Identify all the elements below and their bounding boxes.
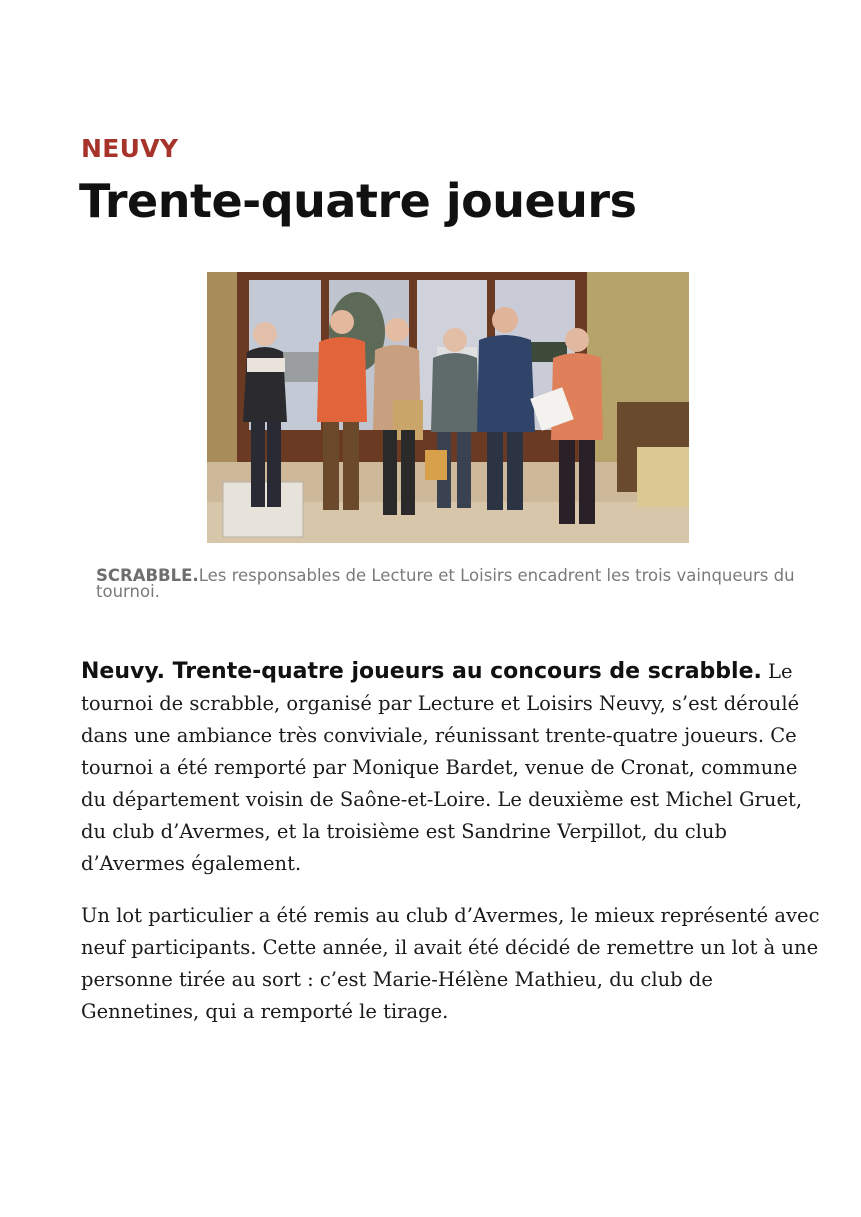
section-label: NEUVY xyxy=(81,134,179,163)
paragraph-1-text: Le tournoi de scrabble, organisé par Lecture et Loisirs Neuvy, s’est déroulé dans une ambiance très conviviale, réunissant trente-quatre joueurs. Ce tournoi a été remporté par Monique Bardet, venue de Cronat, commune du département voisin de Saône-et-Loire. Le deuxième est Michel Gruet, du club d’Avermes, et la troisième est Sandrine Verpillot, du club d’Avermes également. xyxy=(81,660,803,875)
caption-label: SCRABBLE. xyxy=(96,566,199,585)
article-body xyxy=(81,656,821,1048)
body-paragraph-2: Un lot particulier a été remis au club d’Avermes, le mieux représenté avec neuf participants. Cette année, il avait été décidé de remettre un lot à une personne tirée au sort : c’est Marie-Hélène Mathieu, du club de Gennetines, qui a remporté le tirage. xyxy=(81,904,820,1023)
lead-sentence: Neuvy. Trente-quatre joueurs au concours de scrabble. xyxy=(81,659,762,684)
article-photo xyxy=(207,272,689,543)
article-title: Trente-quatre joueurs xyxy=(79,174,637,228)
photo-caption xyxy=(96,568,816,600)
body-paragraph-1 xyxy=(81,656,821,880)
caption-text: Les responsables de Lecture et Loisirs encadrent les trois vainqueurs du tournoi. xyxy=(96,566,795,601)
